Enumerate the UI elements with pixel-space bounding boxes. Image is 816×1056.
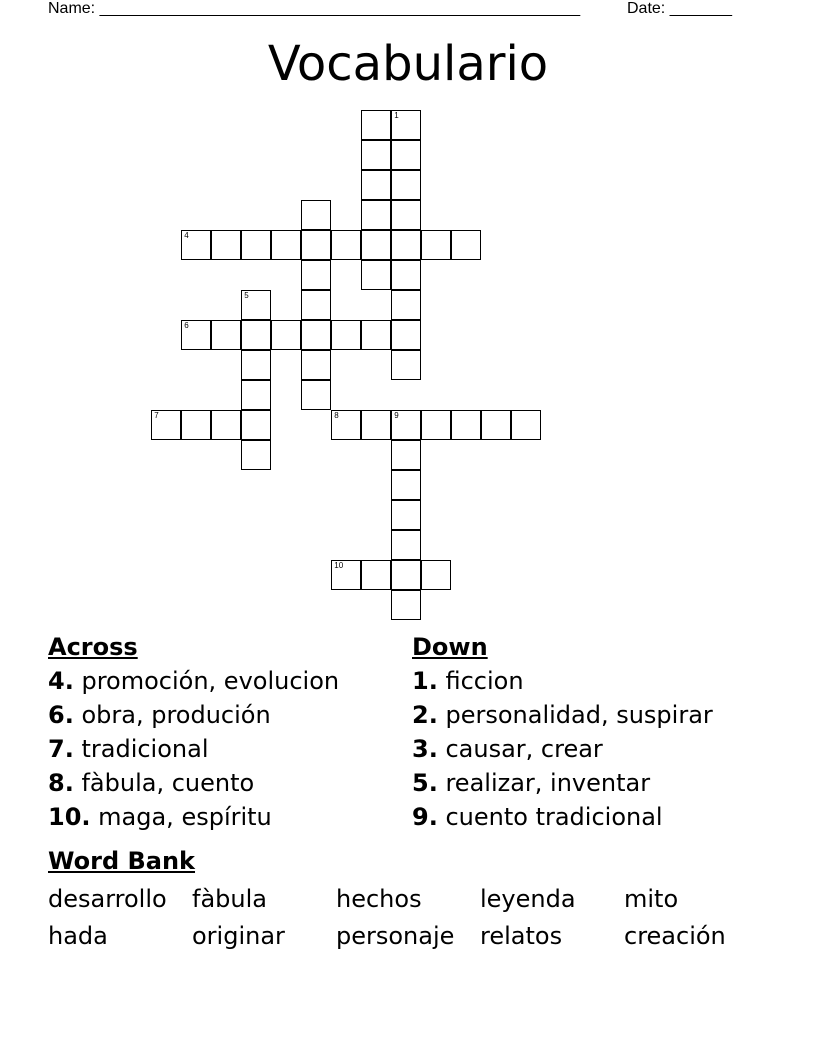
crossword-cell[interactable] bbox=[361, 140, 391, 170]
clue-number: 1 bbox=[394, 111, 399, 121]
crossword-cell[interactable] bbox=[271, 230, 301, 260]
crossword-cell[interactable] bbox=[151, 410, 181, 440]
down-clues bbox=[412, 630, 713, 834]
down-clue: 2. personalidad, suspirar bbox=[412, 701, 713, 729]
word-bank-word: relatos bbox=[480, 922, 563, 950]
crossword-cell[interactable] bbox=[301, 260, 331, 290]
clue-number: 5 bbox=[244, 291, 249, 301]
crossword-cell[interactable] bbox=[391, 260, 421, 290]
crossword-cell[interactable] bbox=[391, 170, 421, 200]
date-label: Date: _______ bbox=[627, 0, 732, 17]
crossword-cell[interactable] bbox=[391, 590, 421, 620]
crossword-cell[interactable] bbox=[361, 260, 391, 290]
across-clue: 8. fàbula, cuento bbox=[48, 769, 255, 797]
crossword-cell[interactable] bbox=[181, 410, 211, 440]
crossword-cell[interactable] bbox=[241, 290, 271, 320]
clue-number: 6 bbox=[184, 321, 189, 331]
crossword-cell[interactable] bbox=[391, 320, 421, 350]
word-bank-word: fàbula bbox=[192, 885, 267, 913]
crossword-cell[interactable] bbox=[301, 200, 331, 230]
crossword-cell[interactable] bbox=[391, 410, 421, 440]
crossword-cell[interactable] bbox=[391, 230, 421, 260]
across-clue: 6. obra, produción bbox=[48, 701, 271, 729]
clue-number: 9 bbox=[394, 411, 399, 421]
word-bank-word: creación bbox=[624, 922, 726, 950]
across-clues bbox=[48, 630, 339, 834]
crossword-cell[interactable] bbox=[241, 440, 271, 470]
crossword-cell[interactable] bbox=[211, 320, 241, 350]
name-label: Name: ______________________________________________________ bbox=[48, 0, 581, 17]
down-clue: 1. ficcion bbox=[412, 667, 524, 695]
word-bank-word: originar bbox=[192, 922, 285, 950]
crossword-cell[interactable] bbox=[391, 110, 421, 140]
across-clue: 7. tradicional bbox=[48, 735, 209, 763]
crossword-cell[interactable] bbox=[361, 110, 391, 140]
crossword-cell[interactable] bbox=[361, 320, 391, 350]
across-clue: 10. maga, espíritu bbox=[48, 803, 272, 831]
word-bank-word: mito bbox=[624, 885, 679, 913]
crossword-cell[interactable] bbox=[331, 320, 361, 350]
crossword-cell[interactable] bbox=[211, 410, 241, 440]
crossword-cell[interactable] bbox=[361, 170, 391, 200]
crossword-cell[interactable] bbox=[481, 410, 511, 440]
crossword-cell[interactable] bbox=[451, 410, 481, 440]
word-bank-heading: Word Bank bbox=[48, 847, 196, 875]
crossword-cell[interactable] bbox=[241, 230, 271, 260]
crossword-cell[interactable] bbox=[391, 290, 421, 320]
word-bank-word: desarrollo bbox=[48, 885, 167, 913]
crossword-cell[interactable] bbox=[241, 350, 271, 380]
clue-number: 10 bbox=[334, 561, 344, 571]
crossword-cell[interactable] bbox=[361, 410, 391, 440]
crossword-cell[interactable] bbox=[301, 230, 331, 260]
down-clue: 3. causar, crear bbox=[412, 735, 603, 763]
across-heading: Across bbox=[48, 633, 138, 661]
crossword-cell[interactable] bbox=[331, 410, 361, 440]
word-bank-word: personaje bbox=[336, 922, 455, 950]
clue-number: 4 bbox=[184, 231, 189, 241]
crossword-cell[interactable] bbox=[391, 140, 421, 170]
crossword-cell[interactable] bbox=[331, 230, 361, 260]
crossword-cell[interactable] bbox=[511, 410, 541, 440]
crossword-cell[interactable] bbox=[421, 230, 451, 260]
crossword-cell[interactable] bbox=[301, 290, 331, 320]
clue-number: 7 bbox=[154, 411, 159, 421]
clue-number: 8 bbox=[334, 411, 339, 421]
crossword-cell[interactable] bbox=[241, 410, 271, 440]
crossword-cell[interactable] bbox=[361, 200, 391, 230]
word-bank-word: hechos bbox=[336, 885, 422, 913]
crossword-cell[interactable] bbox=[421, 560, 451, 590]
crossword-cell[interactable] bbox=[361, 230, 391, 260]
down-clue: 9. cuento tradicional bbox=[412, 803, 663, 831]
crossword-cell[interactable] bbox=[211, 230, 241, 260]
crossword-cell[interactable] bbox=[451, 230, 481, 260]
crossword-cell[interactable] bbox=[391, 560, 421, 590]
down-heading: Down bbox=[412, 633, 488, 661]
crossword-cell[interactable] bbox=[271, 320, 301, 350]
crossword-cell[interactable] bbox=[391, 440, 421, 470]
crossword-cell[interactable] bbox=[331, 560, 361, 590]
crossword-cell[interactable] bbox=[391, 530, 421, 560]
across-clue: 4. promoción, evolucion bbox=[48, 667, 340, 695]
down-clue: 5. realizar, inventar bbox=[412, 769, 651, 797]
word-bank-word: leyenda bbox=[480, 885, 576, 913]
word-bank-word: hada bbox=[48, 922, 108, 950]
crossword-cell[interactable] bbox=[391, 200, 421, 230]
crossword-cell[interactable] bbox=[391, 350, 421, 380]
crossword-cell[interactable] bbox=[361, 560, 391, 590]
crossword-cell[interactable] bbox=[181, 320, 211, 350]
crossword-cell[interactable] bbox=[241, 320, 271, 350]
crossword-cell[interactable] bbox=[301, 350, 331, 380]
page-title: Vocabulario bbox=[267, 36, 549, 92]
crossword-cell[interactable] bbox=[241, 380, 271, 410]
crossword-cell[interactable] bbox=[181, 230, 211, 260]
crossword-cell[interactable] bbox=[301, 380, 331, 410]
crossword-cell[interactable] bbox=[301, 320, 331, 350]
crossword-cell[interactable] bbox=[391, 470, 421, 500]
crossword-cell[interactable] bbox=[391, 500, 421, 530]
crossword-cell[interactable] bbox=[421, 410, 451, 440]
